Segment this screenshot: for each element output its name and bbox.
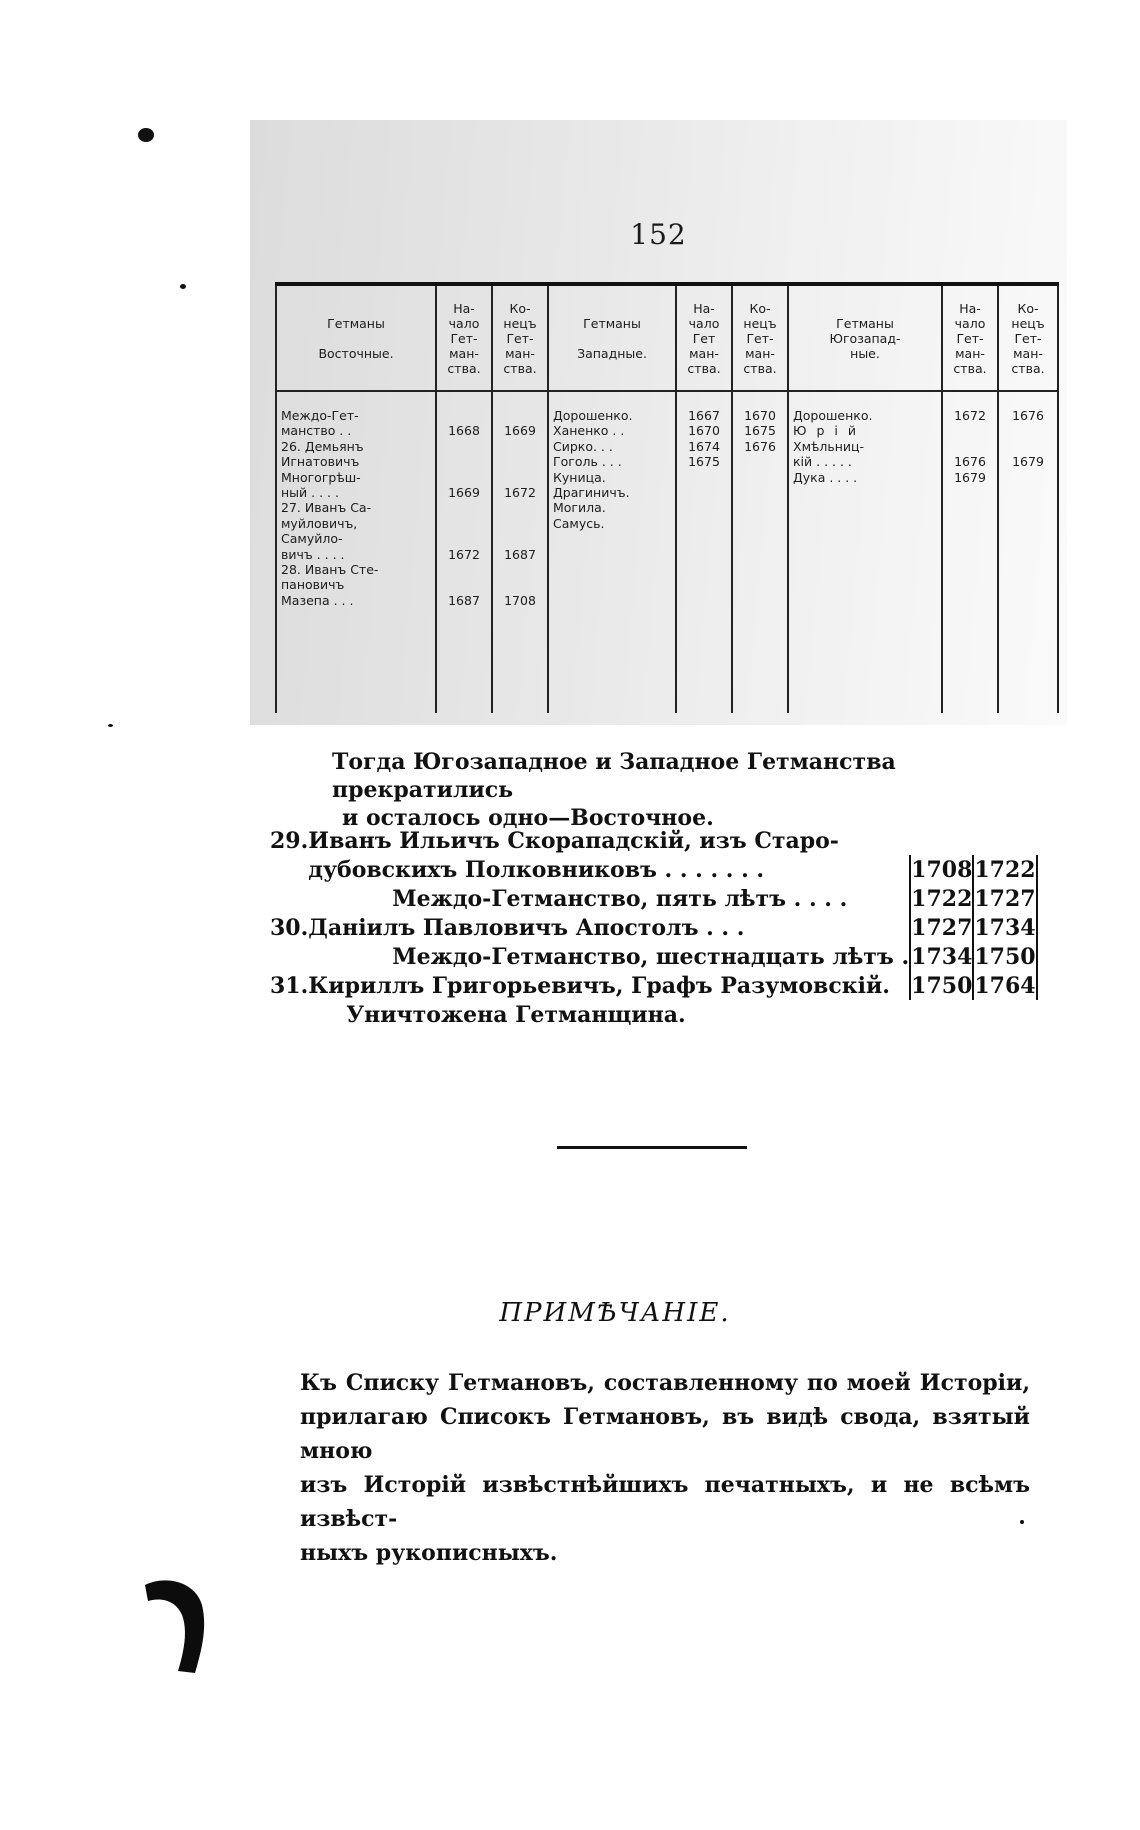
year-value: 1679: [1012, 454, 1044, 470]
ink-blot: [138, 128, 154, 142]
year-value: 1667: [688, 408, 720, 423]
table-line: Юрій: [793, 423, 867, 439]
southwestern-end-years: [998, 391, 1058, 713]
year-value: 1670: [688, 423, 720, 439]
header-start: На- чало Гет ман- ства.: [676, 284, 732, 391]
closing-line: и осталось одно—Восточное.: [342, 805, 714, 831]
table-line: Гоголь . . .: [553, 454, 622, 470]
year-value: 1676: [744, 438, 776, 454]
header-start: На- чало Гет- ман- ства.: [436, 284, 492, 391]
year-value: 1679: [954, 469, 986, 485]
southwestern-hetmans-cell: [788, 391, 942, 713]
list-text: Междо-Гетманство, шестнадцать лѣтъ .: [392, 943, 910, 970]
year-value: 1670: [744, 408, 776, 423]
year-value: 1675: [688, 454, 720, 470]
list-end-year: 1734: [974, 914, 1036, 941]
table-line: Междо-Гет-: [281, 408, 359, 423]
list-end-year: 1750: [974, 943, 1036, 970]
western-start-years: [676, 391, 732, 713]
table-line: 27. Иванъ Са-: [281, 500, 372, 516]
list-start-year: 1722: [911, 885, 973, 912]
year-value: 1672: [504, 484, 536, 500]
ink-speck: [108, 724, 113, 727]
list-number: [270, 942, 308, 971]
closing-paragraph: [332, 748, 1032, 832]
header-end: Ко- нецъ Гет- ман- ства.: [732, 284, 788, 391]
list-end-year: 1727: [974, 885, 1036, 912]
section-divider: [557, 1146, 747, 1149]
year-value: 1668: [448, 423, 480, 439]
year-value: 1675: [744, 423, 776, 439]
list-start-year: 1734: [911, 943, 973, 970]
hetmans-table: [275, 282, 1059, 713]
note-line: ныхъ рукописныхъ.: [300, 1540, 558, 1566]
year-value: 1674: [688, 438, 720, 454]
table-body-row: [276, 391, 1058, 713]
list-spacer: [910, 826, 973, 855]
note-paragraph: [300, 1366, 1030, 1570]
eastern-hetmans-cell: [276, 391, 436, 713]
table-header-row: [276, 284, 1058, 391]
table-line: Хмѣльниц-: [793, 438, 865, 454]
header-southwestern: Гетманы Югозапад- ные.: [788, 284, 942, 391]
table-line: Многогрѣш-: [281, 469, 361, 485]
year-value: 1672: [448, 546, 480, 562]
list-number: 29.: [270, 827, 309, 854]
eastern-start-years: [436, 391, 492, 713]
list-spacer: [910, 1000, 973, 1029]
table-line: ный . . . .: [281, 484, 339, 500]
table-line: 28. Иванъ Сте-: [281, 561, 379, 577]
list-number: 30.: [270, 914, 309, 941]
year-value: 1687: [448, 592, 480, 608]
year-value: 1669: [504, 423, 536, 439]
header-eastern: Гетманы Восточные.: [276, 284, 436, 391]
year-value: 1676: [1012, 408, 1044, 423]
southwestern-start-years: [942, 391, 998, 713]
list-text: дубовскихъ Полковниковъ . . . . . . .: [308, 856, 765, 883]
table-line: манство . .: [281, 423, 352, 439]
ink-speck: [180, 284, 186, 289]
list-text: Междо-Гетманство, пять лѣтъ . . . .: [392, 885, 848, 912]
list-text: Иванъ Ильичъ Скорападскій, изъ Старо-: [308, 827, 839, 854]
table-line: Самуйло-: [281, 531, 343, 547]
list-spacer: [973, 826, 1036, 855]
table-line: Мазепа . . .: [281, 592, 354, 608]
western-hetmans-cell: [548, 391, 676, 713]
western-end-years: [732, 391, 788, 713]
list-number: 31.: [270, 972, 309, 999]
list-end-year: 1764: [974, 972, 1036, 999]
eastern-end-years: [492, 391, 548, 713]
list-row: [270, 826, 1037, 855]
list-text: Даніилъ Павловичъ Апостолъ . . .: [308, 914, 745, 941]
header-end: Ко- нецъ Гет- ман- ства.: [998, 284, 1058, 391]
table-line: Куница.: [553, 469, 606, 485]
list-end-year: 1722: [974, 856, 1036, 883]
table-line: Игнатовичъ: [281, 454, 360, 470]
table-line: Сирко. . .: [553, 438, 613, 454]
closing-line: Тогда Югозападное и Западное Гетманства прекратились: [332, 749, 896, 803]
list-row: [270, 884, 1037, 913]
table-line: Дорошенко.: [793, 408, 873, 423]
list-number: [270, 855, 308, 884]
note-line: изъ Исторій извѣстнѣйшихъ печатныхъ, и не всѣмъ извѣст-: [300, 1472, 1030, 1532]
note-line: Къ Списку Гетмановъ, составленному по моей Исторіи,: [300, 1370, 1030, 1396]
list-number: [270, 1000, 308, 1029]
year-value: 1687: [504, 546, 536, 562]
later-hetmans-list: [270, 826, 1038, 1029]
list-number: [270, 884, 308, 913]
table-line: Дорошенко.: [553, 408, 633, 423]
list-row: [270, 855, 1037, 884]
note-title: ПРИМѢЧАНІЕ.: [499, 1298, 731, 1328]
table-line: муйловичъ,: [281, 515, 358, 531]
list-start-year: 1708: [911, 856, 973, 883]
table-line: 26. Демьянъ: [281, 438, 364, 454]
header-end: Ко- нецъ Гет- ман- ства.: [492, 284, 548, 391]
list-start-year: 1750: [911, 972, 973, 999]
list-text: Уничтожена Гетманщина.: [346, 1001, 686, 1028]
year-value: 1708: [504, 592, 536, 608]
ink-hook-mark: [140, 1575, 210, 1675]
list-text: Кириллъ Григорьевичъ, Графъ Разумовскій.: [308, 972, 890, 999]
table-line: вичъ . . . .: [281, 546, 345, 562]
table-line: Дука . . . .: [793, 469, 858, 485]
scanned-table-image: [250, 120, 1067, 725]
page-number: 152: [630, 218, 687, 251]
list-row: [270, 1000, 1037, 1029]
list-row: [270, 913, 1037, 942]
table-line: Самусь.: [553, 515, 605, 531]
note-line: прилагаю Списокъ Гетмановъ, въ видѣ свода, взятый мною: [300, 1404, 1030, 1464]
header-start: На- чало Гет- ман- ства.: [942, 284, 998, 391]
table-line: Драгиничъ.: [553, 484, 630, 500]
list-row: [270, 971, 1037, 1000]
year-value: 1669: [448, 484, 480, 500]
list-start-year: 1727: [911, 914, 973, 941]
table-line: кій . . . . .: [793, 454, 852, 470]
table-line: Могила.: [553, 500, 606, 516]
list-spacer: [973, 1000, 1036, 1029]
header-western: Гетманы Западные.: [548, 284, 676, 391]
table-line: Ханенко . .: [553, 423, 625, 439]
list-row: [270, 942, 1037, 971]
year-value: 1676: [954, 454, 986, 470]
table-line: пановичъ: [281, 577, 345, 593]
year-value: 1672: [954, 408, 986, 423]
